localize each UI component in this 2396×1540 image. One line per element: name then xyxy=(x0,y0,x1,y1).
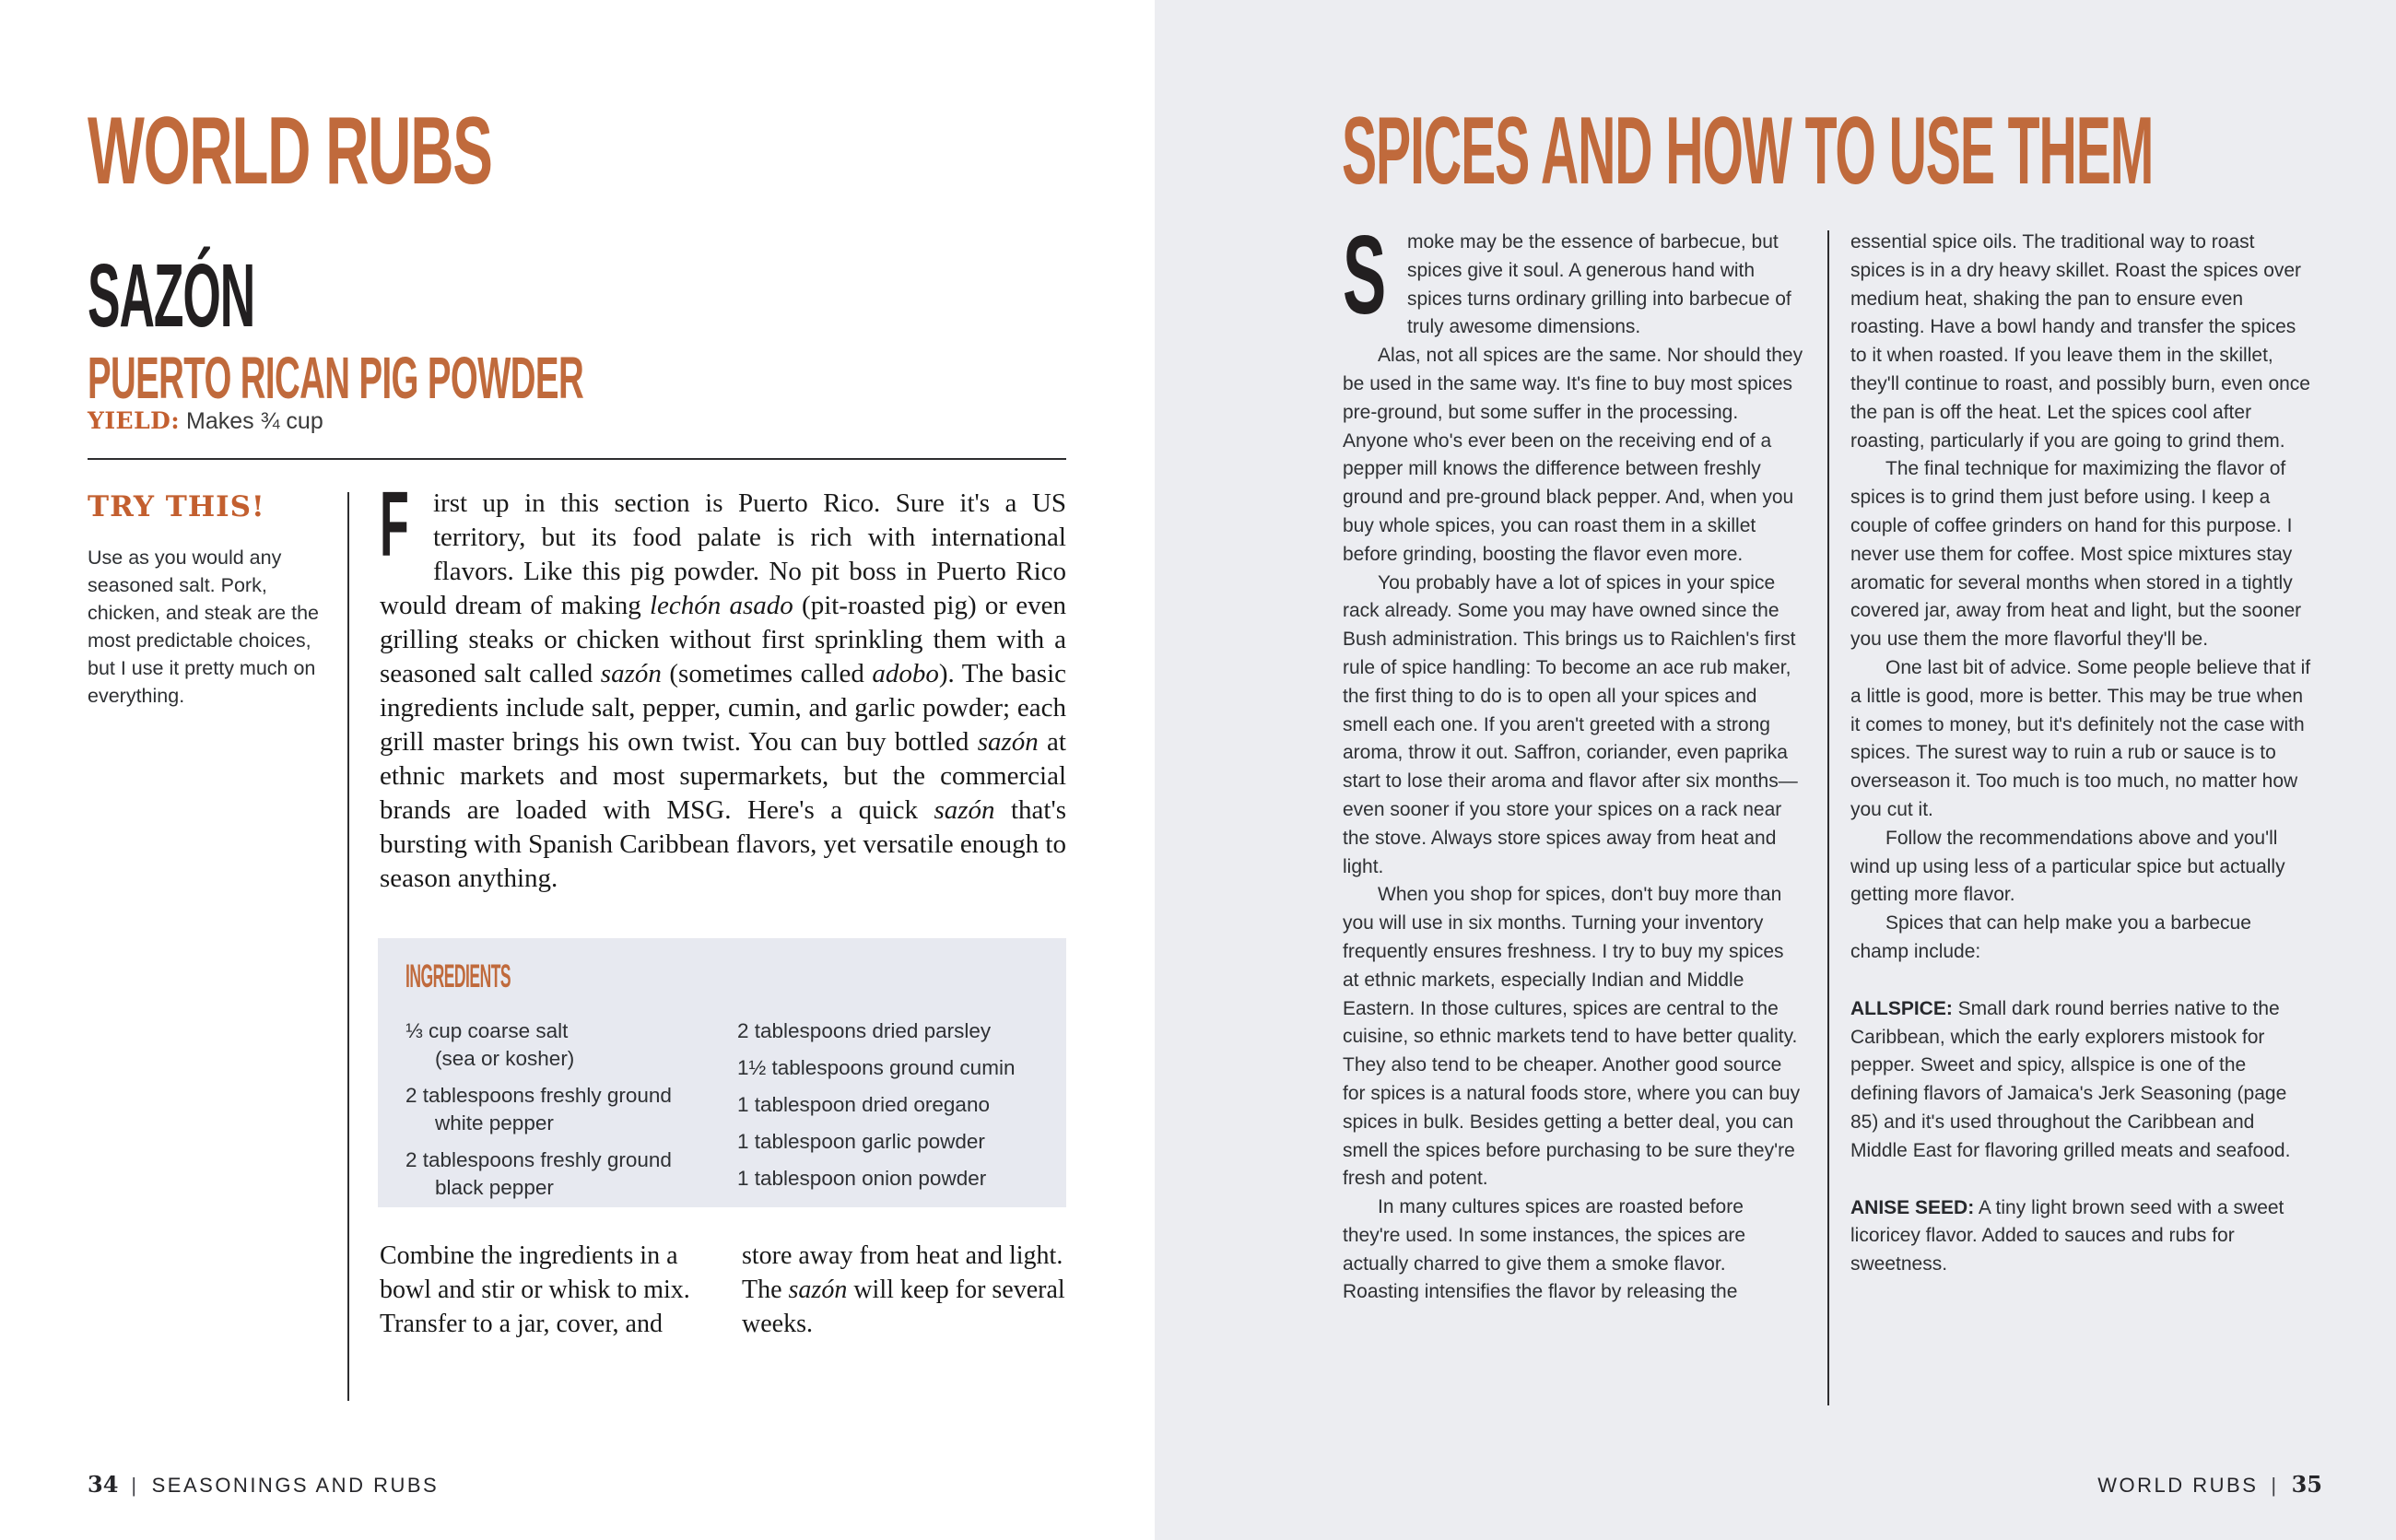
ingredient-item: 1 tablespoon garlic powder xyxy=(737,1130,985,1153)
left-page-title xyxy=(88,98,729,205)
instructions-col2: store away from heat and light. The sazón will keep for several weeks. xyxy=(742,1241,1065,1338)
spice-term: ALLSPICE: xyxy=(1850,997,1953,1019)
intro-segment: that's bursting with Spanish Caribbean flavors, yet versatile enough to season anything. xyxy=(380,795,1066,893)
footer-separator: | xyxy=(2271,1474,2279,1497)
ingredient-item: 1½ tablespoons ground cumin xyxy=(737,1056,1016,1079)
right-footer xyxy=(2097,1471,2322,1498)
spice-entry xyxy=(1850,1194,2311,1279)
dropcap-f: F xyxy=(380,473,409,576)
yield-value: Makes ¾ cup xyxy=(186,408,323,434)
intro-segment-italic: sazón xyxy=(977,727,1039,757)
instructions-col1: Combine the ingredients in a bowl and stir or whisk to mix. Transfer to a jar, cover, and xyxy=(380,1241,690,1338)
yield-line xyxy=(88,407,323,435)
paragraph: The final technique for maximizing the flavor of spices is to grind them just before using. I keep a couple of coffee grinders on hand for this purpose. I never use them for coffee. Most spice mixtures stay aromatic for several months when stored in a tightly covered jar, away from heat and light, but the sooner you use them the more flavorful they'll be. xyxy=(1850,458,2302,651)
try-this-heading: TRY THIS! xyxy=(88,490,265,523)
try-this-sidebar xyxy=(88,490,323,710)
recipe-intro xyxy=(380,473,1067,896)
right-page-title: SPICES AND HOW TO USE THEM xyxy=(1342,98,2154,205)
intro-segment: at ethnic markets and most supermarkets, but the commercial brands are loaded with MSG. Here's a quick xyxy=(380,727,1066,825)
column-divider xyxy=(1827,230,1829,1405)
right-col1 xyxy=(1343,212,1803,1307)
paragraph: In many cultures spices are roasted before they're used. In some instances, the spices are actually charred to give them a smoke flavor. Roasting intensifies the flavor by releasing the xyxy=(1343,1196,1746,1303)
intro-segment-italic: sazón xyxy=(934,795,995,825)
intro-segment-italic: sazón xyxy=(600,659,662,688)
try-this-body: Use as you would any seasoned salt. Pork, chicken, and steak are the most predictable choices, but I use it pretty much on everything. xyxy=(88,547,319,707)
intro-segment: irst up in this section is Puerto Rico. Sure it's a US territory, but its food palate is rich with international flavors. Like this pig powder. No pit boss in Puerto Rico would dream of making xyxy=(380,488,1066,620)
dropcap-s: S xyxy=(1343,212,1387,337)
sidebar-divider xyxy=(347,492,349,1401)
paragraph: You probably have a lot of spices in your spice rack already. Some you may have owned since the Bush administration. This brings us to Raichlen's first rule of spice handling: To become an ace rub maker, the first thing to do is to open all your spices and smell each one. If you aren't greeted with a strong aroma, throw it out. Saffron, coriander, even paprika start to lose their aroma and flavor after six months—even sooner if you store your spices on a rack near the stove. Always store spices away from heat and light. xyxy=(1343,571,1798,877)
intro-segment: (pit-roasted pig) or even grilling steaks or chicken without first sprinkling them with a seasoned salt called xyxy=(380,591,1066,688)
recipe-subtitle: PUERTO RICAN PIG POWDER xyxy=(88,345,584,411)
ingredient-item: 2 tablespoons freshly ground white pepper xyxy=(405,1084,672,1134)
paragraph: When you shop for spices, don't buy more than you will use in six months. Turning your inventory frequently ensures freshness. I try to buy my spices at ethnic markets, especially Indian and Middle Eastern. In those cultures, spices are central to the cuisine, so ethnic markets tend to have better quality. They also tend to be cheaper. Another good source for spices is a natural foods store, where you can buy spices in bulk. Besides getting a better deal, you can smell the spices before purchasing to be sure they're fresh and potent. xyxy=(1343,884,1801,1190)
paragraph: essential spice oils. The traditional way to roast spices is in a dry heavy skillet. Roast the spices over medium heat, shaking the pan to ensure even roasting. Have a bowl handy and transfer the spices to it when roasted. If you leave them in the skillet, they'll continue to roast, and possibly burn, even once the pan is off the heat. Let the spices cool after roasting, particularly if you are going to grind them. xyxy=(1850,231,2310,452)
ingredient-item: ⅓ cup coarse salt (sea or kosher) xyxy=(405,1019,575,1070)
footer-section: SEASONINGS AND RUBS xyxy=(151,1474,440,1497)
paragraph: Alas, not all spices are the same. Nor should they be used in the same way. It's fine to buy most spices pre-ground, but some suffer in the processing. Anyone who's ever been on the receiving end of a pepper mill knows the difference between freshly ground and pre-ground black pepper. And, when you buy whole spices, you can roast them in a skillet before grinding, boosting the flavor even more. xyxy=(1343,345,1803,565)
spice-desc: A tiny light brown seed with a sweet licoricey flavor. Added to sauces and rubs for sweetness. xyxy=(1850,1196,2284,1275)
spice-desc: Small dark round berries native to the Caribbean, which the early explorers mistook for pepper. Sweet and spicy, allspice is one of the defining flavors of Jamaica's Jerk Seasoning (page 85) and it's used throughout the Caribbean and Middle East for flavoring grilled meats and seafood. xyxy=(1850,997,2291,1161)
left-footer xyxy=(88,1471,439,1498)
ingredients-heading: INGREDIENTS xyxy=(405,958,511,994)
ingredients-box xyxy=(378,938,1066,1207)
paragraph: Spices that can help make you a barbecue champ include: xyxy=(1850,912,2251,962)
footer-separator: | xyxy=(131,1474,139,1497)
ingredient-item: 1 tablespoon dried oregano xyxy=(737,1093,990,1116)
left-page xyxy=(0,0,1155,1540)
paragraph: One last bit of advice. Some people believe that if a little is good, more is better. This may be true when it comes to money, but it's definitely not the case with spices. The surest way to ruin a rub or sauce is to overseason it. Too much is too much, no matter how you cut it. xyxy=(1850,656,2311,820)
spice-term: ANISE SEED: xyxy=(1850,1196,1975,1218)
right-col2 xyxy=(1850,229,2311,1279)
paragraph: Follow the recommendations above and you'll wind up using less of a particular spice but actually getting more flavor. xyxy=(1850,827,2285,906)
intro-segment-italic: adobo xyxy=(872,659,939,688)
paragraph: S moke may be the essence of barbecue, but spices give it soul. A generous hand with spices turns ordinary grilling into barbecue of truly awesome dimensions. xyxy=(1343,212,1791,338)
ingredient-item: 1 tablespoon onion powder xyxy=(737,1167,987,1190)
intro-segment: ). The basic ingredients include salt, pepper, cumin, and garlic powder; each grill master brings his own twist. You can buy bottled xyxy=(380,659,1067,757)
page-number: 34 xyxy=(88,1471,119,1498)
yield-label: YIELD: xyxy=(88,407,181,434)
ingredients-col1 xyxy=(405,1017,728,1211)
ingredient-item: 2 tablespoons dried parsley xyxy=(737,1019,992,1042)
recipe-title: SAZÓN xyxy=(88,245,255,346)
ingredients-col2 xyxy=(737,1017,1051,1202)
spice-entry xyxy=(1850,995,2311,1166)
ingredient-item: 2 tablespoons freshly ground black pepper xyxy=(405,1148,672,1199)
intro-segment: (sometimes called xyxy=(661,659,873,688)
page-number: 35 xyxy=(2291,1471,2322,1498)
left-page-title-text: WORLD RUBS xyxy=(88,98,492,205)
footer-section: WORLD RUBS xyxy=(2097,1474,2259,1497)
intro-segment-italic: lechón asado xyxy=(650,591,793,620)
section-divider xyxy=(88,458,1066,460)
